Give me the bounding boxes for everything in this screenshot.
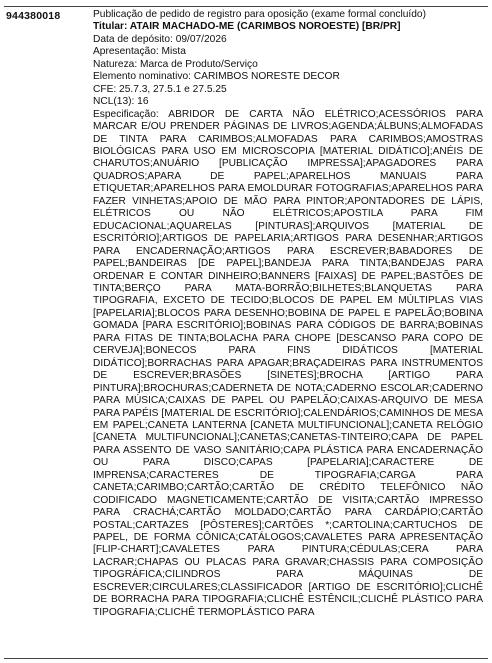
top-divider <box>4 6 488 7</box>
nominative-element: Elemento nominativo: CARIMBOS NORESTE DECOR <box>93 71 340 83</box>
specification: Especificação: ABRIDOR DE CARTA NÃO ELÉTRICO;ACESSÓRIOS PARA MARCAR E/OU PRENDER PÁGINAS DE LIVROS;AGENDA;ÁLBUNS;ALMOFADAS DE TINTA PARA CARIMBOS;ALMOFADAS PARA CARIMBOS;AMOSTRAS BIOLÓGICAS PARA USO EM MICROSCOPIA [MATERIAL DIDÁTICO];ANÉIS DE CHARUTOS;ANUÁRIO [PUBLICAÇÃO IMPRESSA];APAGADORES PARA QUADROS;APARA DE PAPEL;APARELHOS MANUAIS PARA ETIQUETAR;APARELHOS PARA EMOLDURAR FOTOGRAFIAS;APARELHOS PARA FAZER VINHETAS;APOIO DE MÃO PARA PINTOR;APONTADORES DE LÁPIS, ELÉTRICOS OU NÃO ELÉTRICOS;APOSTILA PARA FIM EDUCACIONAL;AQUARELAS [PINTURAS];ARQUIVOS [MATERIAL DE ESCRITÓRIO];ARTIGOS DE PAPELARIA;ARTIGOS PARA DESENHAR;ARTIGOS PARA ENCADERNAÇÃO;ARTIGOS PARA ESCREVER;BABADORES DE PAPEL;BANDEIRAS [DE PAPEL];BANDEJA PARA TINTA;BANDEJAS PARA ORDENAR E CONTAR DINHEIRO;BANNERS [FAIXAS] DE PAPEL;BASTÕES DE TINTA;BERÇO PARA MATA-BORRÃO;BILHETES;BLANQUETAS PARA TIPOGRAFIA, EXCETO DE TECIDO;BLOCOS DE PAPEL EM MÚLTIPLAS VIAS [PAPELARIA];BLOCOS PARA DESENHO;BOBINA DE PAPEL E PAPELÃO;BOBINA GOMADA [PARA ESCRITÓRIO];BOBINAS PARA CÓDIGOS DE BARRA;BOBINAS PARA FITAS DE TINTA;BOLACHA PARA CHOPE [DESCANSO PARA COPO DE CERVEJA];BONECOS PARA FINS DIDÁTICOS [MATERIAL DIDÁTICO];BORRACHAS PARA APAGAR;BRAÇADEIRAS PARA INSTRUMENTOS DE ESCREVER;BRASÕES [SINETES];BROCHA [ARTIGO PARA PINTURA];BROCHURAS;CADERNETA DE NOTA;CADERNO ESCOLAR;CADERNO PARA MÚSICA;CAIXAS DE PAPEL OU PAPELÃO;CAIXAS-ARQUIVO DE MESA PARA PAPÉIS [MATERIAL DE ESCRITÓRIO];CALENDÁRIOS;CAMINHOS DE MESA EM PAPEL;CANETA LANTERNA [CANETA MULTIFUNCIONAL];CANETA RELÓGIO [CANETA MULTIFUNCIONAL];CANETAS;CANETAS-TINTEIRO;CAPA DE PAPEL PARA ASSENTO DE VASO SANITÁRIO;CAPA PLÁSTICA PARA ENCADERNAÇÃO OU PARA DISCO;CAPAS [PAPELARIA];CARACTERE DE IMPRENSA;CARACTERES DE TIPOGRAFIA;CARGA PARA CANETA;CARIMBO;CARTÃO;CARTÃO DE CRÉDITO TELEFÔNICO NÃO CODIFICADO MAGNETICAMENTE;CARTÃO DE VISITA;CARTÃO IMPRESSO PARA CRACHÁ;CARTÃO MOLDADO;CARTÃO PARA CARDÁPIO;CARTÃO POSTAL;CARTAZES [PÔSTERES];CARTÕES *;CARTOLINA;CARTUCHOS DE PAPEL, DE FORMA CÔNICA;CATÁLOGOS;CAVALETES PARA APRESENTAÇÃO [FLIP-CHART];CAVALETES PARA PINTURA;CÉDULAS;CERA PARA LACRAR;CHAPAS OU PLACAS PARA GRAVAR;CHASSIS PARA COMPOSIÇÃO TIPOGRÁFICA;CILINDROS PARA MÁQUINAS DE ESCREVER;CIRCULARES;CLASSIFICADOR [ARTIGO DE ESCRITÓRIO];CLICHÊ DE BORRACHA PARA TIPOGRAFIA;CLICHÊ ESTÊNCIL;CLICHÊ PLÁSTICO PARA TIPOGRAFIA;CLICHÊ TERMOPLÁSTICO PARA <box>93 108 483 618</box>
publication-type: Publicação de pedido de registro para oposição (exame formal concluído) <box>93 9 426 20</box>
nature: Natureza: Marca de Produto/Serviço <box>93 58 258 70</box>
bottom-divider <box>4 658 488 659</box>
holder-line <box>93 21 483 33</box>
deposit-date: Data de depósito: 09/07/2026 <box>93 33 227 45</box>
holder-label: Titular: <box>93 21 130 33</box>
holder-value: ATAIR MACHADO-ME (CARIMBOS NOROESTE) [BR/PR] <box>129 21 401 33</box>
publication-number: 944380018 <box>6 10 61 22</box>
ncl-class: NCL(13): 16 <box>93 96 149 108</box>
publication-entry <box>93 9 483 657</box>
presentation: Apresentação: Mista <box>93 46 186 58</box>
cfe-codes: CFE: 25.7.3, 27.5.1 e 27.5.25 <box>93 83 227 95</box>
